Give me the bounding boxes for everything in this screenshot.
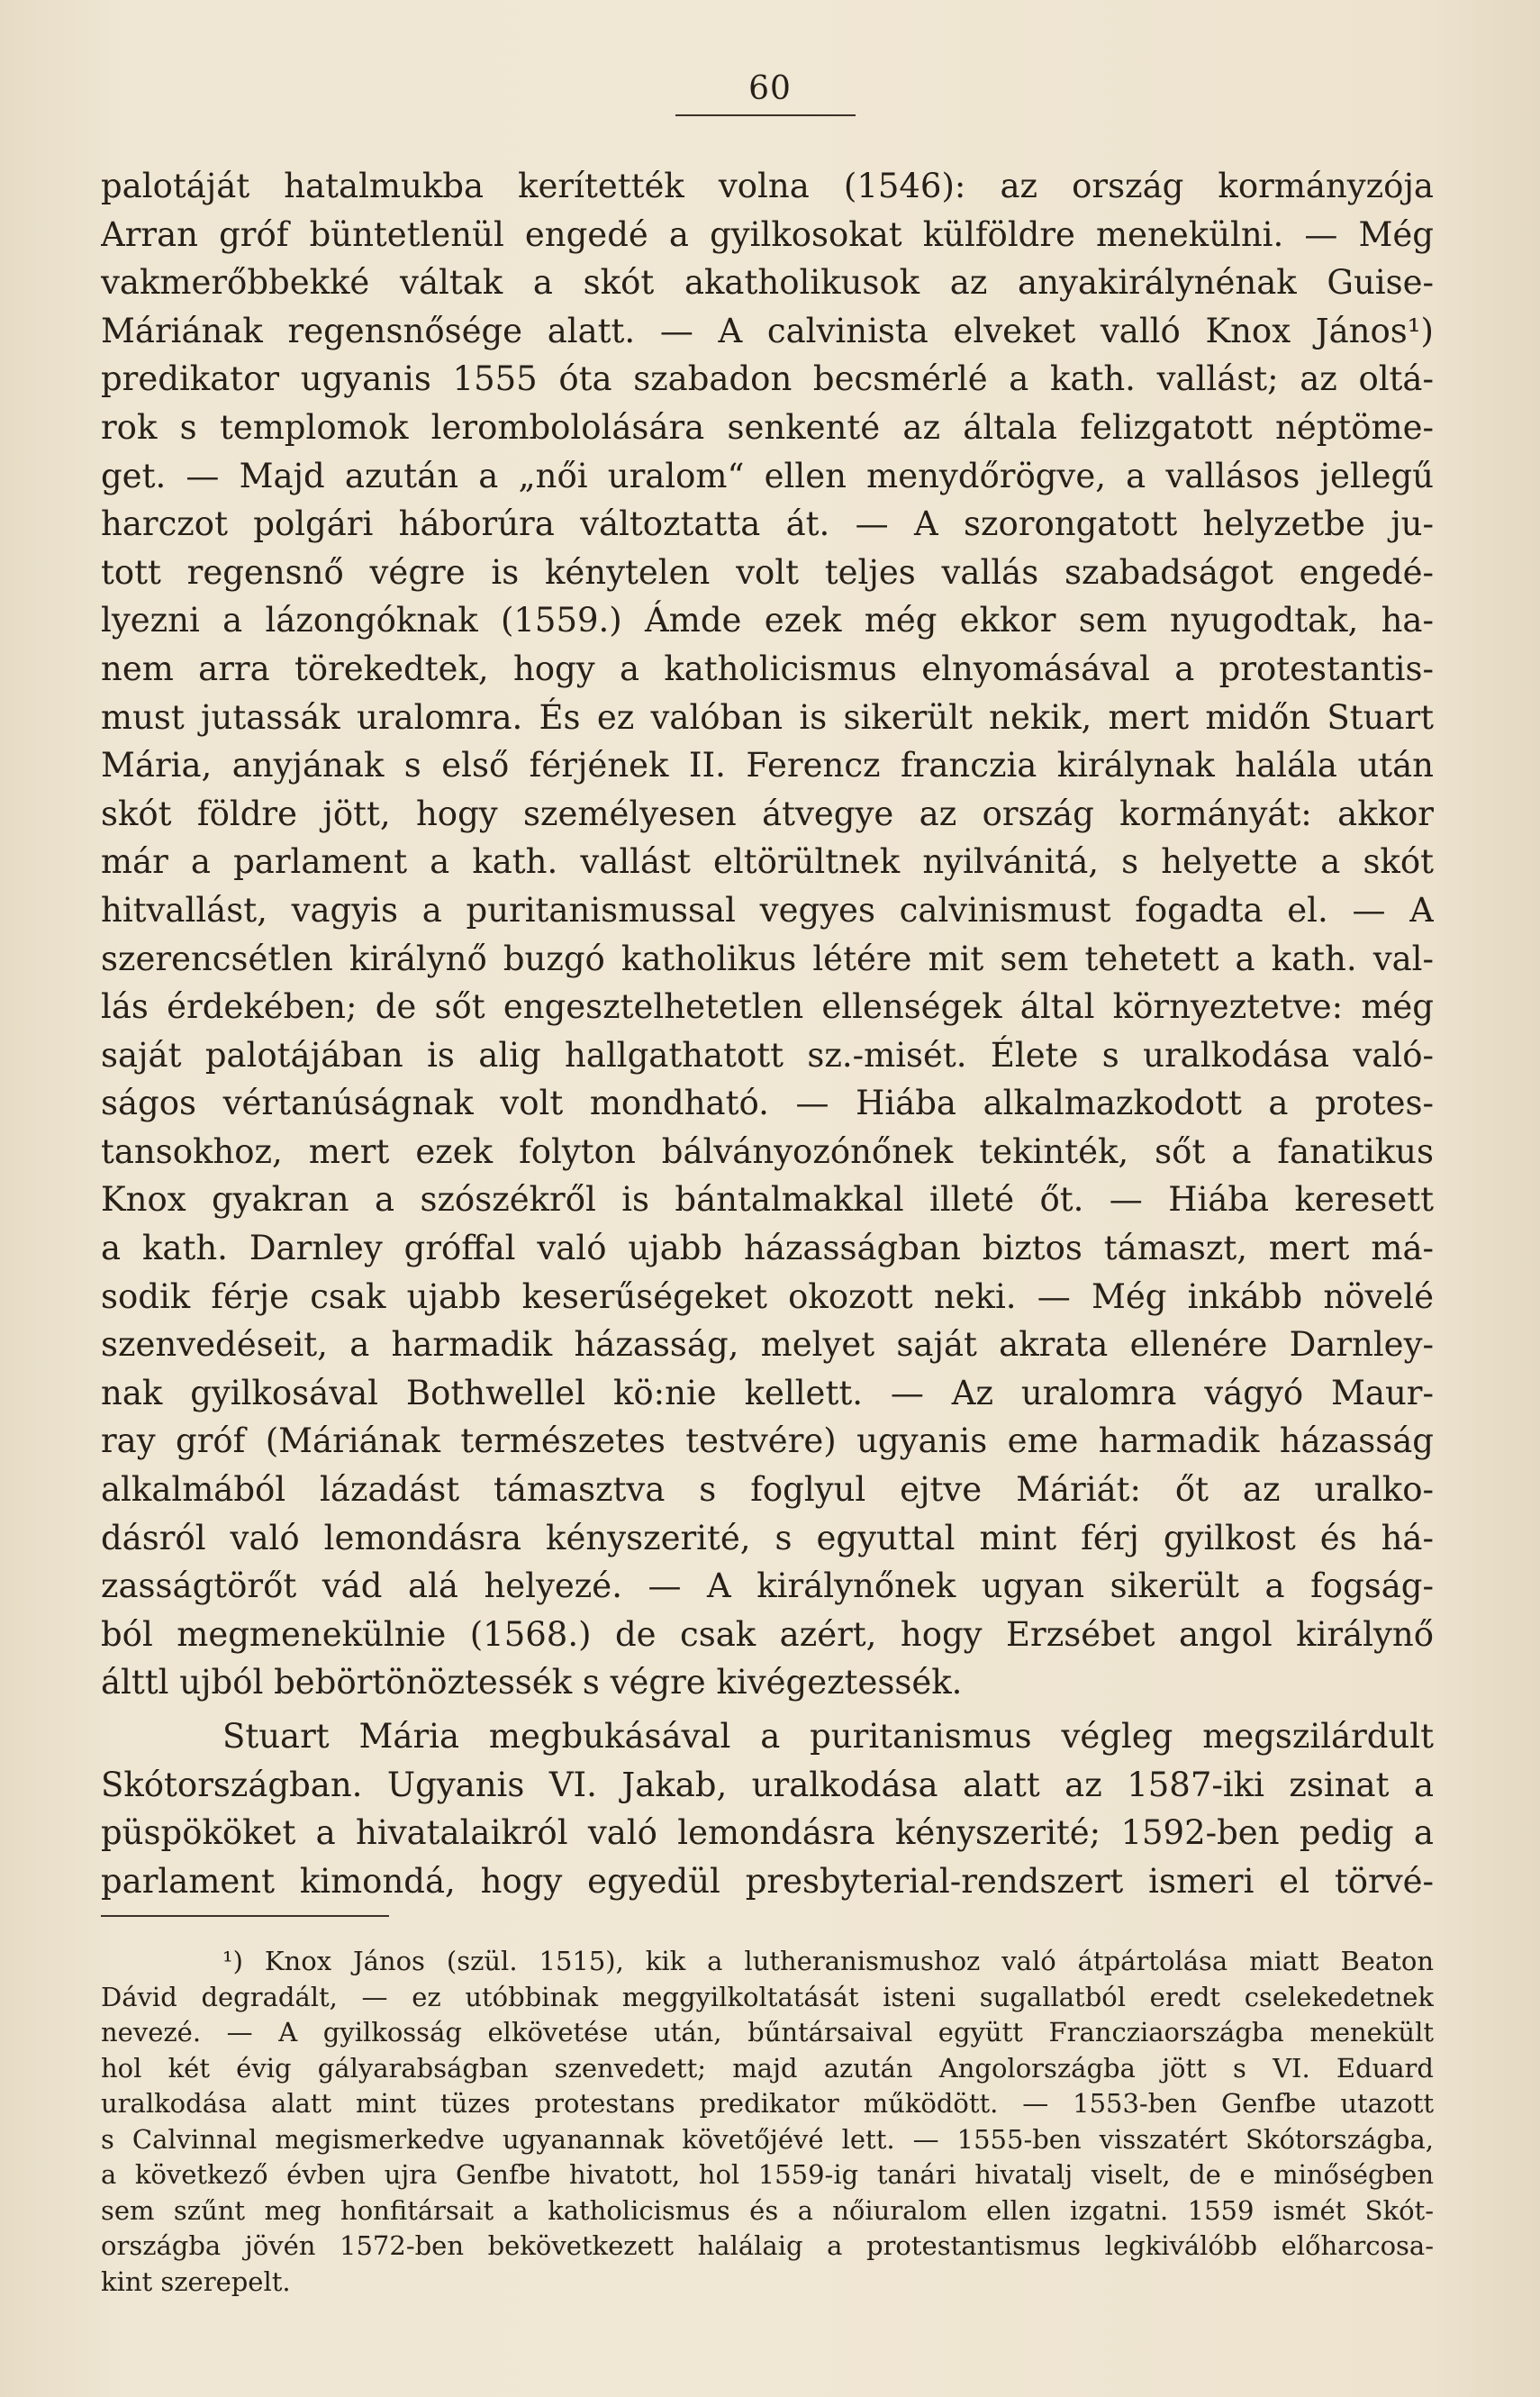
text-line: álttl ujból bebörtönöztessék s végre kivégeztessék. [101, 1663, 963, 1702]
text-line: rok s templomok lerombololására senkenté az általa felizgatott néptöme- [101, 407, 1434, 447]
text-line: Arran gróf büntetlenül engedé a gyilkosokat külföldre menekülni. — Még [101, 214, 1434, 254]
text-line: már a parlament a kath. vallást eltörültnek nyilvánitá, s helyette a skót [101, 842, 1434, 882]
footnote-line: s Calvinnal megismerkedve ugyanannak követőjévé lett. — 1555-ben visszatért Skótországba, [101, 2123, 1434, 2155]
text-line: lás érdekében; de sőt engesztelhetetlen ellenségek által környeztetve: még [101, 987, 1434, 1027]
text-line: predikator ugyanis 1555 óta szabadon becsmérlé a kath. vallást; az oltá- [101, 359, 1434, 399]
footnote-line: uralkodása alatt mint tüzes protestans predikator működött. — 1553-ben Genfbe utazott [101, 2088, 1434, 2119]
text-line: harczot polgári háborúra változtatta át. — A szorongatott helyzetbe ju- [101, 504, 1434, 544]
text-line: ból megmenekülnie (1568.) de csak azért, hogy Erzsébet angol királynő [101, 1614, 1434, 1654]
footnote-line: ¹) Knox János (szül. 1515), kik a lutheranismushoz való átpártolása miatt Beaton [222, 1946, 1434, 1976]
footnote-line: Dávid degradált, — ez utóbbinak meggyilkoltatását isteni sugallatból eredt cselekedetnek [101, 1981, 1434, 2012]
text-line: nak gyilkosával Bothwellel kö:nie kellett. — Az uralomra vágyó Maur- [101, 1373, 1434, 1412]
text-line: parlament kimondá, hogy egyedül presbyterial-rendszert ismeri el törvé- [101, 1861, 1434, 1901]
text-line: lyezni a lázongóknak (1559.) Ámde ezek még ekkor sem nyugodtak, ha- [101, 601, 1434, 640]
footnote-rule [101, 1915, 389, 1917]
text-line: Mária, anyjának s első férjének II. Ferencz franczia királynak halála után [101, 746, 1434, 785]
text-line: alkalmából lázadást támasztva s foglyul ejtve Máriát: őt az uralko- [101, 1470, 1434, 1510]
footnote-line: hol két évig gályarabságban szenvedett; majd azután Angolországba jött s VI. Eduard [101, 2052, 1434, 2084]
paragraph-2 [101, 1712, 1434, 1905]
text-line: sodik férje csak ujabb keserűségeket okozott neki. — Még inkább növelé [101, 1276, 1434, 1316]
page-number: 60 [748, 70, 792, 107]
header-rule [675, 114, 856, 116]
paragraph-1 [101, 162, 1434, 1707]
text-line: püspököket a hivatalaikról való lemondásra kényszerité; 1592-ben pedig a [101, 1813, 1434, 1853]
main-text [101, 162, 1434, 1905]
text-line: nem arra törekedtek, hogy a katholicismus elnyomásával a protestantis- [101, 649, 1434, 688]
text-line: Stuart Mária megbukásával a puritanismus végleg megszilárdult [222, 1717, 1434, 1756]
text-line: Máriának regensnősége alatt. — A calvinista elveket valló Knox János¹) [101, 311, 1434, 350]
footnote [101, 1944, 1434, 2300]
text-line: ságos vértanúságnak volt mondható. — Hiába alkalmazkodott a protes- [101, 1084, 1434, 1123]
text-line: must jutassák uralomra. És ez valóban is sikerült nekik, mert midőn Stuart [101, 697, 1434, 737]
text-line: tott regensnő végre is kénytelen volt teljes vallás szabadságot engedé- [101, 552, 1434, 592]
footnote-line: országba jövén 1572-ben bekövetkezett halálaig a protestantismus legkiválóbb előharcosa- [101, 2230, 1434, 2261]
text-line: Knox gyakran a szószékről is bántalmakkal illeté őt. — Hiába keresett [101, 1180, 1434, 1220]
text-line: szenvedéseit, a harmadik házasság, melyet saját akrata ellenére Darnley- [101, 1325, 1434, 1365]
text-line: tansokhoz, mert ezek folyton bálványozónőnek tekinték, sőt a fanatikus [101, 1131, 1434, 1171]
footnote-line: a következő évben ujra Genfbe hivatott, hol 1559-ig tanári hivatalj viselt, de e minőségben [101, 2159, 1434, 2190]
text-line: hitvallást, vagyis a puritanismussal vegyes calvinismust fogadta el. — A [101, 890, 1434, 930]
footnote-line: sem szűnt meg honfitársait a katholicismus és a nőiuralom ellen izgatni. 1559 ismét Skót- [101, 2194, 1434, 2226]
text-line: get. — Majd azután a „női uralom“ ellen menydőrögve, a vallásos jellegű [101, 456, 1434, 495]
footnote-line: nevezé. — A gyilkosság elkövetése után, bűntársaival együtt Francziaországba menekült [101, 2017, 1434, 2047]
text-line: ray gróf (Máriának természetes testvére) ugyanis eme harmadik házasság [101, 1421, 1434, 1461]
text-line: szerencsétlen királynő buzgó katholikus létére mit sem tehetett a kath. val- [101, 939, 1434, 978]
text-line: Skótországban. Ugyanis VI. Jakab, uralkodása alatt az 1587-iki zsinat a [101, 1765, 1434, 1804]
text-line: dásról való lemondásra kényszerité, s egyuttal mint férj gyilkost és há- [101, 1518, 1434, 1557]
footnote-line: kint szerepelt. [101, 2265, 291, 2297]
text-line: palotáját hatalmukba kerítették volna (1546): az ország kormányzója [101, 167, 1434, 205]
text-line: zasságtörőt vád alá helyezé. — A királynőnek ugyan sikerült a fogság- [101, 1566, 1434, 1606]
text-line: skót földre jött, hogy személyesen átvegye az ország kormányát: akkor [101, 794, 1434, 833]
text-line: saját palotájában is alig hallgathatott sz.-misét. Élete s uralkodása való- [101, 1035, 1434, 1075]
text-line: vakmerőbbekké váltak a skót akatholikusok az anyakirálynénak Guise- [101, 263, 1434, 303]
text-line: a kath. Darnley gróffal való ujabb házasságban biztos támaszt, mert má- [101, 1229, 1434, 1268]
